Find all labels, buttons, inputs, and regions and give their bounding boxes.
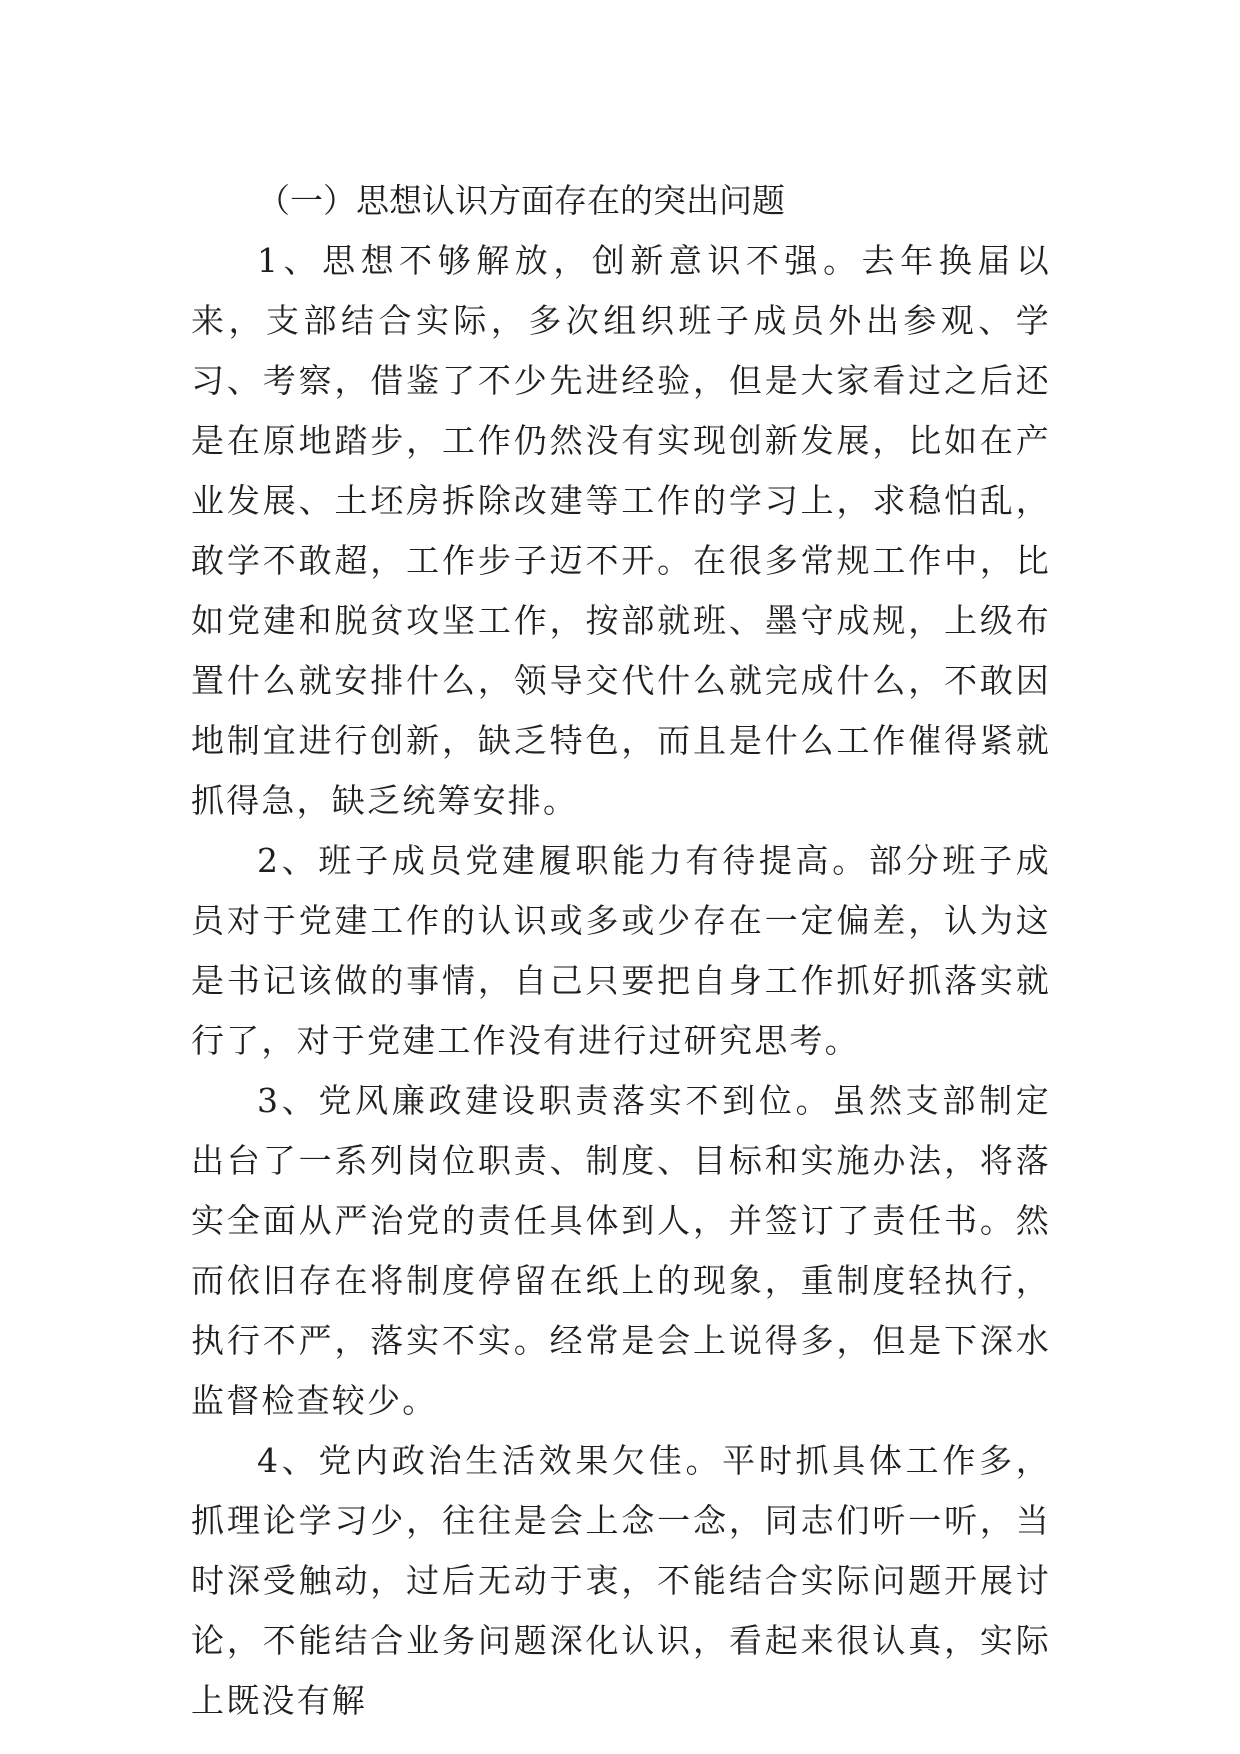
document-body	[191, 171, 1051, 1731]
paragraph-4: 4、党内政治生活效果欠佳。平时抓具体工作多，抓理论学习少，往往是会上念一念，同志们听一听，当时深受触动，过后无动于衷，不能结合实际问题开展讨论，不能结合业务问题深化认识，看起来很认真，实际上既没有解	[191, 1441, 1051, 1720]
section-heading: （一）思想认识方面存在的突出问题	[257, 181, 785, 220]
paragraph-3: 3、党风廉政建设职责落实不到位。虽然支部制定出台了一系列岗位职责、制度、目标和实施办法，将落实全面从严治党的责任具体到人，并签订了责任书。然而依旧存在将制度停留在纸上的现象，重制度轻执行，执行不严，落实不实。经常是会上说得多，但是下深水监督检查较少。	[191, 1081, 1051, 1420]
paragraph-2: 2、班子成员党建履职能力有待提高。部分班子成员对于党建工作的认识或多或少存在一定偏差，认为这是书记该做的事情，自己只要把自身工作抓好抓落实就行了，对于党建工作没有进行过研究思考。	[191, 841, 1051, 1060]
paragraph-1: 1、思想不够解放，创新意识不强。去年换届以来，支部结合实际，多次组织班子成员外出参观、学习、考察，借鉴了不少先进经验，但是大家看过之后还是在原地踏步，工作仍然没有实现创新发展，比如在产业发展、土坯房拆除改建等工作的学习上，求稳怕乱，敢学不敢超，工作步子迈不开。在很多常规工作中，比如党建和脱贫攻坚工作，按部就班、墨守成规，上级布置什么就安排什么，领导交代什么就完成什么，不敢因地制宜进行创新，缺乏特色，而且是什么工作催得紧就抓得急，缺乏统筹安排。	[191, 241, 1051, 820]
